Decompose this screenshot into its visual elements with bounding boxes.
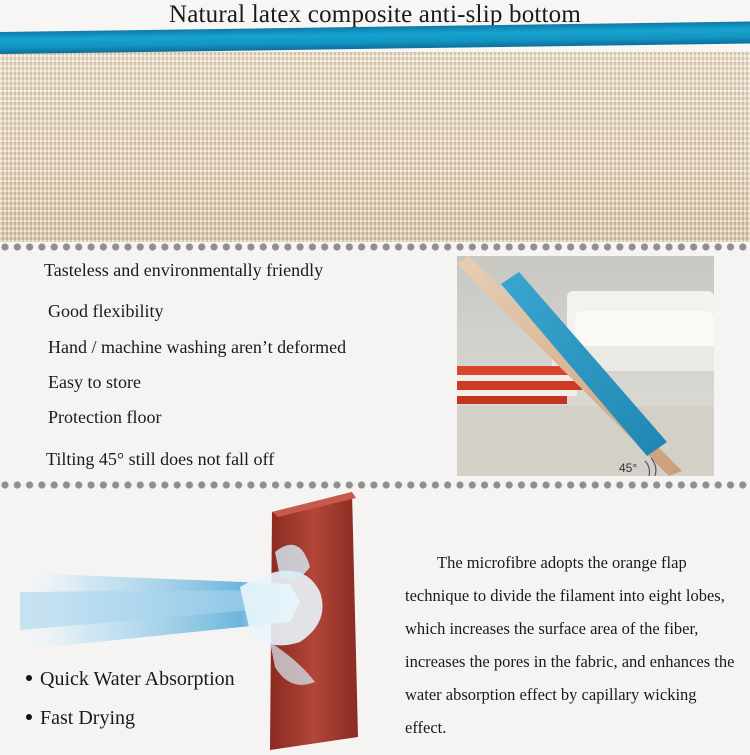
feature-item: Good flexibility [48,301,164,321]
microfibre-description: The microfibre adopts the orange flap technique to divide the filament into eight lobes, which increases the surface area of the fiber, increases the pores in the fabric, and enhances the water absorption effect by capillary wicking effect. [405,553,735,737]
feature-bullet [26,706,135,730]
feature-item: Tilting 45° still does not fall off [46,449,275,469]
dotted-divider [0,242,750,252]
feature-item: Protection floor [48,407,162,427]
section-title: Natural latex composite anti-slip bottom [168,1,582,28]
tilt-45-photo [457,256,714,476]
feature-item: Easy to store [48,372,141,392]
latex-texture-image [0,52,750,242]
bullet-label: Fast Drying [40,707,135,729]
feature-item: Hand / machine washing aren’t deformed [48,337,347,357]
feature-bullet [26,667,235,691]
bullet-label: Quick Water Absorption [40,668,235,690]
bullet-icon [26,714,32,720]
bullet-icon [26,675,32,681]
feature-item: Tasteless and environmentally friendly [44,260,324,280]
dotted-divider [0,480,750,490]
angle-label: 45° [619,461,638,475]
latex-bottom-section [0,0,750,244]
